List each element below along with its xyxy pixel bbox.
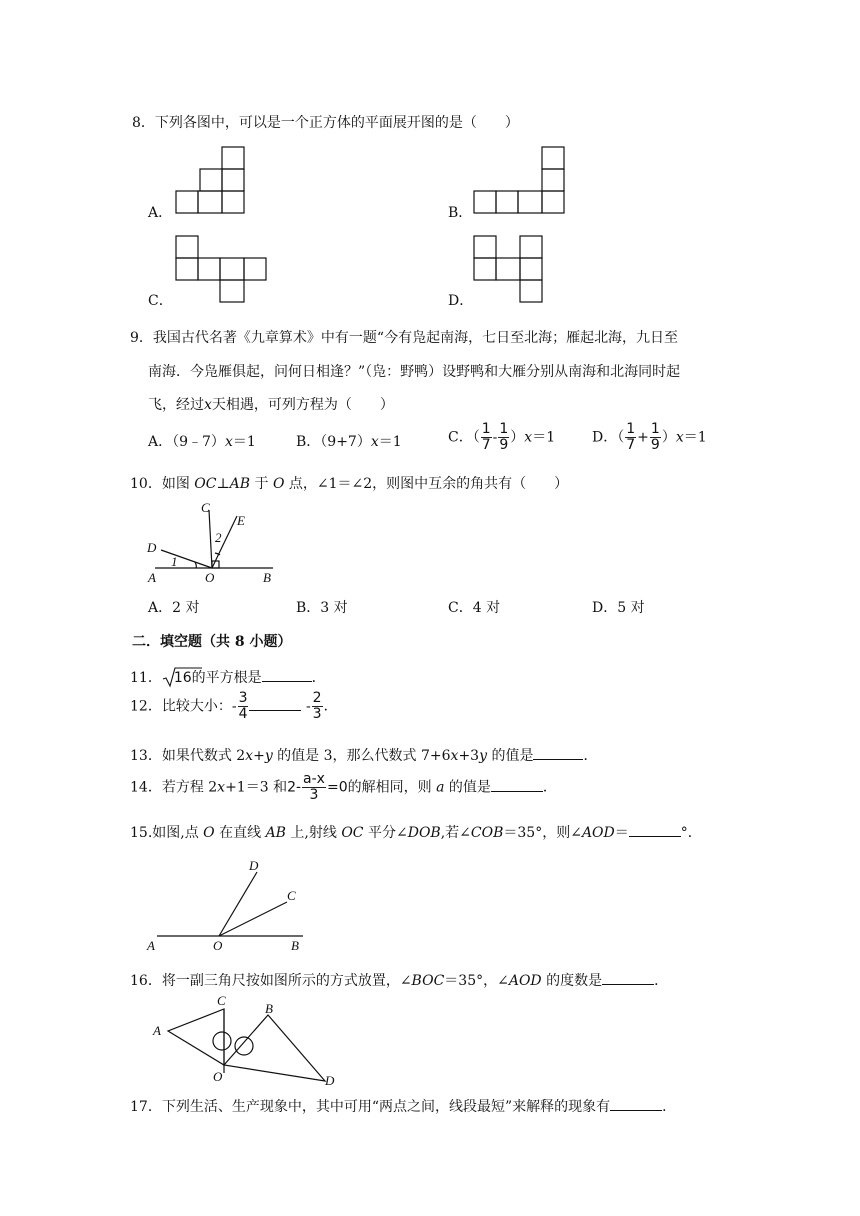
q13: 13．如果代数式 2x+y 的值是 3，那么代数式 7+6x+3y 的值是 ． [130, 745, 597, 765]
q16-stem: 16．将一副三角尺按如图所示的方式放置，∠BOC＝35°，∠AOD 的度数是 ． [130, 970, 668, 990]
q10-label-angle-2: 2 [215, 530, 222, 545]
q10-option-b: B．3 对 [296, 600, 348, 616]
q9-option-b: B．（9+7）x＝1 [296, 434, 402, 450]
q16-label-b: B [265, 1001, 273, 1016]
q8-net-a [174, 146, 246, 216]
q14: 14．若方程 2x+1＝3 和2- $\frac{a-x}{3}$ =0的解相同，则 a 的值是 ． [130, 771, 557, 803]
q16-label-c: C [217, 993, 226, 1008]
q11: 11． 16的平方根是 ． [130, 667, 326, 687]
q11-sqrt: 16 [162, 670, 192, 686]
q15-label-a: A [147, 938, 155, 953]
q10-label-a: A [148, 570, 156, 585]
q9-line-3: 飞，经过x天相遇，可列方程为（ ） [148, 397, 394, 413]
q10-diagram [145, 498, 285, 590]
q10-stem: 10．如图 OC⊥AB 于 O 点，∠1＝∠2，则图中互余的角共有（ ） [130, 476, 569, 492]
q15-answer-blank[interactable] [629, 822, 681, 837]
q12: 12．比较大小：- $\frac{3}{4}$ - $\frac{2}{3}$ ． [130, 690, 338, 722]
q8-stem: 8．下列各图中，可以是一个正方体的平面展开图的是（ ） [132, 115, 519, 131]
q8-net-c [174, 235, 268, 305]
q12-answer-blank[interactable] [249, 696, 301, 711]
q15-label-b: B [291, 938, 299, 953]
q10-label-o: O [205, 570, 215, 585]
q10-label-angle-1: 1 [171, 554, 178, 569]
q13-answer-blank[interactable] [533, 745, 583, 760]
q8-net-d [472, 235, 544, 305]
q9-option-c: C．（ $\frac{1}{7}$ - $\frac{1}{9}$ ）x＝1 [448, 421, 556, 453]
q9-line-2: 南海．今凫雁俱起，问何日相逢？”（凫：野鸭）设野鸭和大雁分别从南海和北海同时起 [148, 364, 681, 380]
section-heading: 二．填空题（共 8 小题） [132, 634, 292, 650]
q10-option-c: C．4 对 [448, 600, 501, 616]
q16-label-d: D [325, 1073, 335, 1085]
q8-option-b-label: B． [448, 205, 473, 221]
q8-option-a-label: A． [148, 205, 173, 221]
q8-net-b [472, 146, 566, 216]
q9-option-a: A．（9﹣7）x＝1 [148, 434, 256, 450]
q10-option-d: D．5 对 [592, 600, 645, 616]
q15-label-c: C [287, 888, 296, 903]
q10-label-d: D [147, 540, 157, 555]
q17: 17．下列生活、生产现象中，其中可用“两点之间，线段最短”来解释的现象有 ． [130, 1096, 676, 1116]
q15-label-o: O [213, 938, 223, 953]
q15-stem: 15.如图,点 O 在直线 AB 上,射线 OC 平分∠DOB,若∠COB＝35°，则∠AOD＝ °． [130, 822, 702, 842]
q10-label-b: B [263, 570, 271, 585]
q15-diagram [145, 852, 315, 954]
q8-option-d-label: D． [448, 293, 474, 309]
q14-answer-blank[interactable] [491, 777, 543, 792]
q8-option-c-label: C． [148, 293, 173, 309]
q10-label-c: C [201, 500, 210, 515]
q16-label-a: A [153, 1023, 161, 1038]
q9-line-1: 9．我国古代名著《九章算术》中有一题“今有凫起南海，七日至北海；雁起北海，九日至 [130, 330, 679, 346]
q16-diagram [145, 993, 345, 1085]
q10-option-a: A．2 对 [148, 600, 200, 616]
q16-answer-blank[interactable] [602, 970, 654, 985]
q10-label-e: E [237, 513, 245, 528]
q17-answer-blank[interactable] [610, 1096, 662, 1111]
q15-label-d: D [249, 858, 259, 873]
q16-label-o: O [213, 1069, 223, 1084]
q11-answer-blank[interactable] [262, 667, 312, 682]
q9-option-d: D．（ $\frac{1}{7}$ + $\frac{1}{9}$ ）x＝1 [592, 421, 707, 453]
